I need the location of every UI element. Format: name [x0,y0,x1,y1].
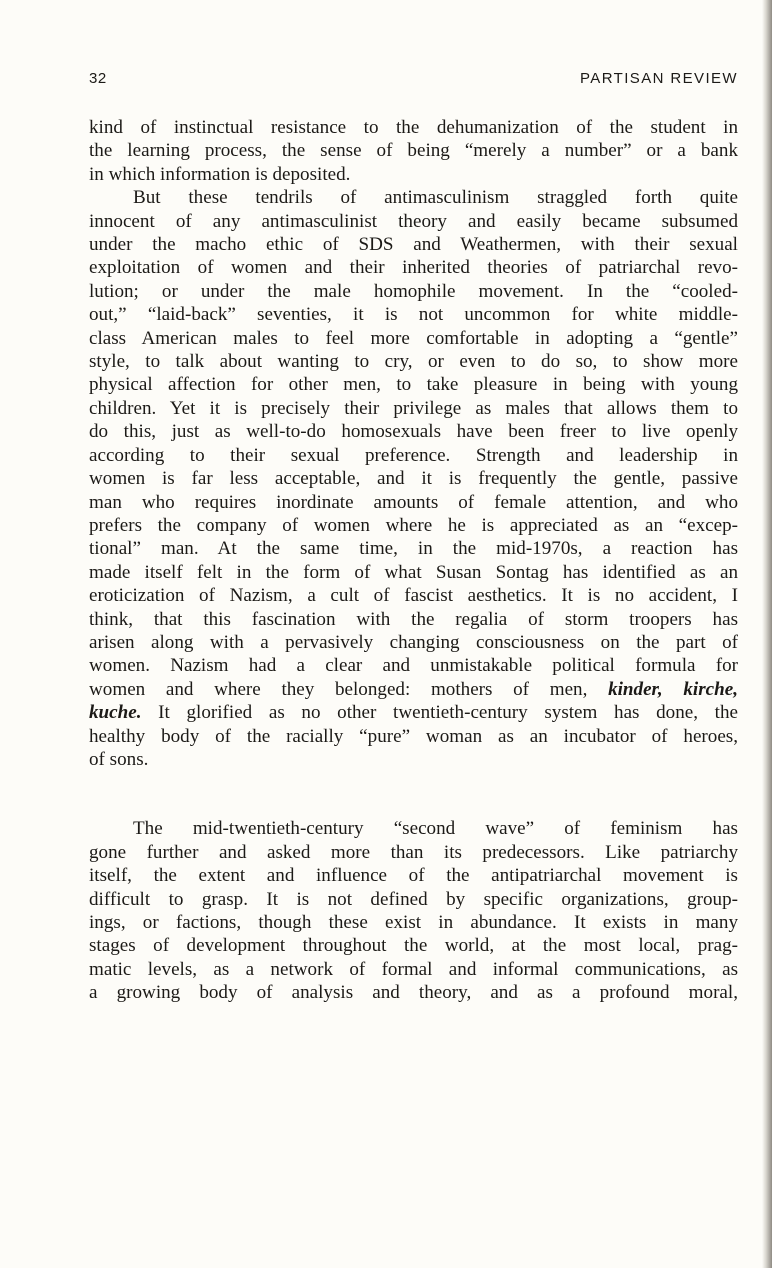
text-line: lution; or under the male homophile movement. In the “cooled- [89,280,738,302]
text-line: the learning process, the sense of being “merely a number” or a bank [89,140,738,162]
section-break [89,771,738,817]
text-line: kind of instinctual resistance to the dehumanization of the student in [89,117,738,138]
text-line: exploitation of women and their inherited theories of patriarchal revo- [89,257,738,279]
text-line: innocent of any antimasculinist theory and easily became subsumed [89,210,738,232]
text-line: made itself felt in the form of what Susan Sontag has identified as an [89,561,738,583]
text-line: prefers the company of women where he is appreciated as an “excep- [89,514,738,536]
text-line: difficult to grasp. It is not defined by specific organizations, group- [89,888,738,910]
page-number: 32 [89,70,107,87]
paragraph-2 [89,186,738,771]
text-line: itself, the extent and influence of the antipatriarchal movement is [89,865,738,887]
text-line: a growing body of analysis and theory, and as a profound moral, [89,982,738,1004]
italic-phrase: kinder, kirche, [608,678,739,700]
page-header [89,70,738,96]
paragraph-3 [89,817,738,1004]
running-head: PARTISAN REVIEW [580,70,738,87]
text-line [89,701,738,724]
text-line: women is far less acceptable, and it is frequently the gentle, passive [89,468,738,490]
text-line: tional” man. At the same time, in the mid-1970s, a reaction has [89,538,738,560]
text-line: according to their sexual preference. Strength and leadership in [89,444,738,466]
text-line: matic levels, as a network of formal and informal communications, as [89,958,738,980]
text-line: class American males to feel more comfortable in adopting a “gentle” [89,327,738,349]
text-segment: women and where they belonged: mothers of men, [89,678,588,700]
body-text [89,116,738,1005]
text-line: But these tendrils of antimasculinism straggled forth quite [133,187,738,209]
text-line: The mid-twentieth-century “second wave” of feminism has [133,818,738,840]
text-line: healthy body of the racially “pure” woman as an incubator of heroes, [89,725,738,747]
text-line: style, to talk about wanting to cry, or even to do so, to show more [89,351,738,373]
text-line: gone further and asked more than its predecessors. Like patriarchy [89,841,738,863]
text-line: man who requires inordinate amounts of female attention, and who [89,491,738,513]
text-line: children. Yet it is precisely their privilege as males that allows them to [89,397,738,419]
text-line: under the macho ethic of SDS and Weathermen, with their sexual [89,234,738,256]
text-line [89,678,738,701]
text-line: think, that this fascination with the regalia of storm troopers has [89,608,738,630]
text-line: eroticization of Nazism, a cult of fascist aesthetics. It is no accident, I [89,585,738,607]
paragraph-1 [89,116,738,186]
text-line: arisen along with a pervasively changing consciousness on the part of [89,631,738,653]
text-line: ings, or factions, though these exist in abundance. It exists in many [89,912,738,933]
text-segment: It glorified as no other twentieth-century system has done, the [141,702,738,724]
text-line: of sons. [89,748,149,770]
italic-phrase: kuche. [89,702,142,724]
text-line: women. Nazism had a clear and unmistakable political formula for [89,655,738,677]
text-line: in which information is deposited. [89,163,351,185]
text-line: physical affection for other men, to take pleasure in being with young [89,374,738,396]
text-line: out,” “laid-back” seventies, it is not uncommon for white middle- [89,304,738,326]
text-line: stages of development throughout the world, at the most local, prag- [89,935,738,957]
text-line: do this, just as well-to-do homosexuals have been freer to live openly [89,421,738,443]
page-edge-shadow [762,0,772,1268]
